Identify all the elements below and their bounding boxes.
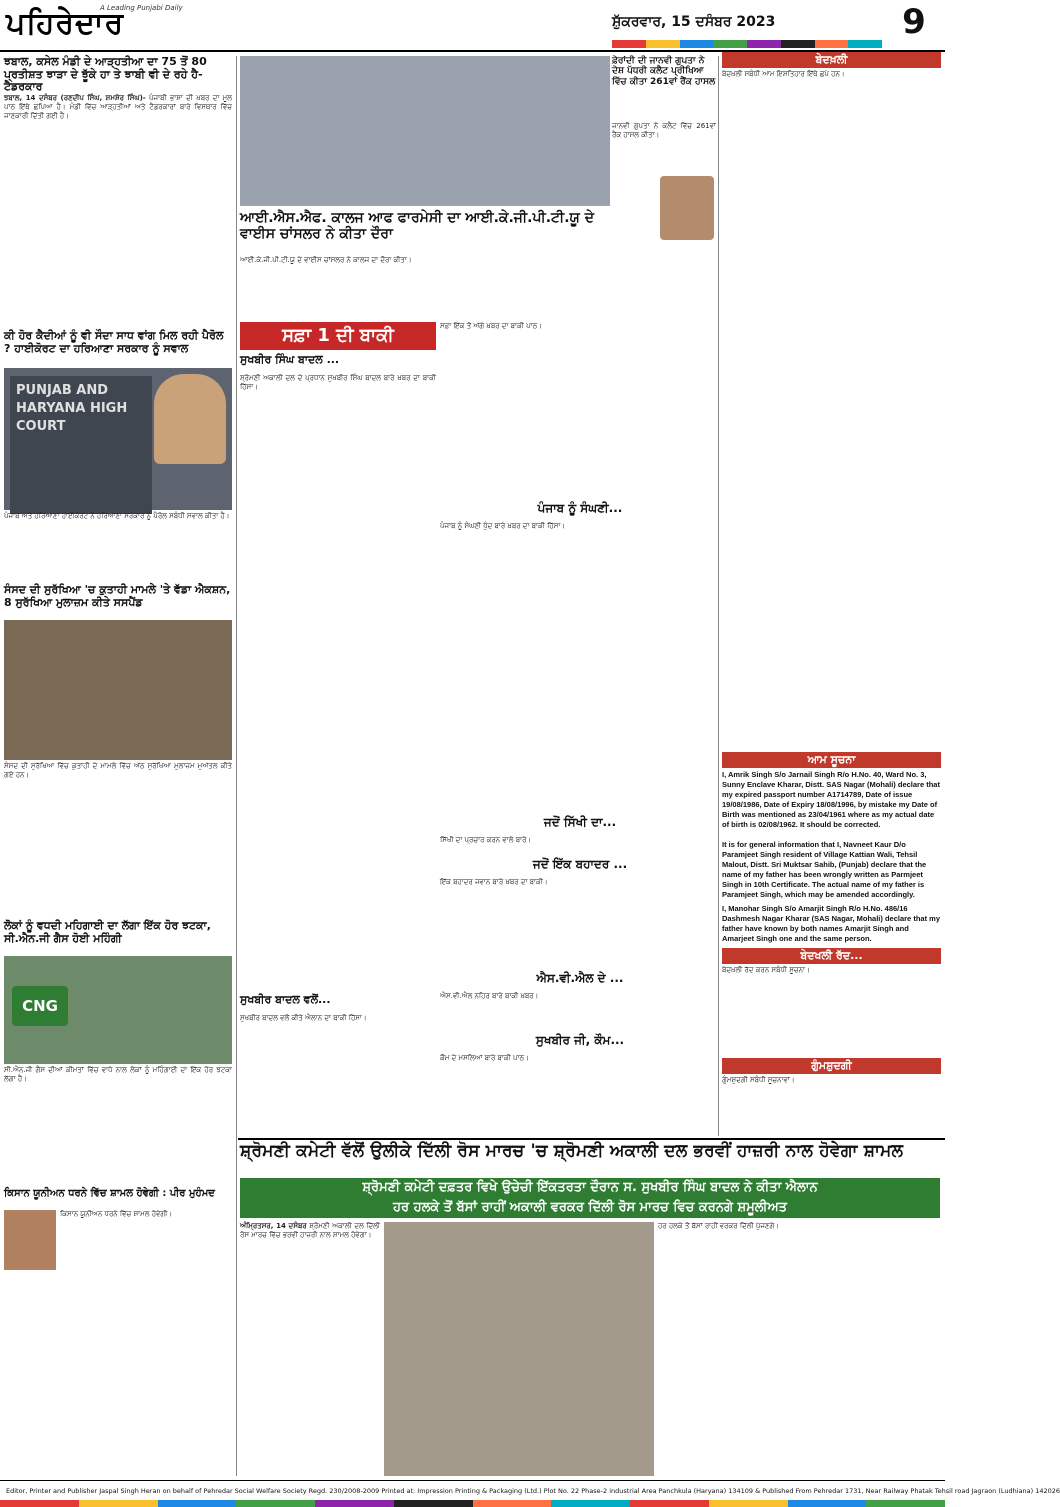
high-court-photo [4, 368, 232, 510]
masthead-tagline: A Leading Punjabi Daily [100, 4, 183, 12]
sifa-banner: ਸਫ਼ਾ 1 ਦੀ ਬਾਕੀ [240, 322, 436, 350]
lead-article-col2: ਹਰ ਹਲਕੇ ਤੋਂ ਬੱਸਾਂ ਰਾਹੀਂ ਵਰਕਰ ਦਿੱਲੀ ਪੁੱਜਣਗੇ। [658, 1222, 780, 1230]
bedakhli-notices: ਬੇਦਖ਼ਲੀ ਸਬੰਧੀ ਆਮ ਇਸ਼ਤਿਹਾਰ ਇੱਥੇ ਛਪੇ ਹਨ। [722, 70, 845, 78]
parliament-photo [4, 620, 232, 760]
cng-headline: ਲੋਕਾਂ ਨੂੰ ਵਧਦੀ ਮਹਿਗਾਈ ਦਾ ਲੱਗਾ ਇੱਕ ਹੋਰ ਝਟਕਾ, ਸੀ.ਐਨ.ਜੀ ਗੈਸ ਹੋਈ ਮਹਿੰਗੀ [4, 919, 211, 945]
sifa-article-bottom: ਸੁਖਬੀਰ ਬਾਦਲ ਵਲੋਂ ਕੀਤੇ ਐਲਾਨ ਦਾ ਬਾਕੀ ਹਿੱਸਾ। [240, 1014, 367, 1022]
sifa-kaum-article: ਕੌਮ ਦੇ ਮਸਲਿਆਂ ਬਾਰੇ ਬਾਕੀ ਪਾਠ। [440, 1054, 529, 1062]
bedakhli-radd-header: ਬੇਦਖਲੀ ਰੱਦ... [722, 948, 941, 964]
public-notice-1: I, Amrik Singh S/o Jarnail Singh R/o H.No. 40, Ward No. 3, Sunny Enclave Kharar, Distt. SAS Nagar (Mohali) declare that my expired passport number A1714789, Date of issue 19/08/1986, Date of Expiry 18/08/1996, by mistake my Date of Birth was mentioned as 23/04/1961 where as my actual date of birth is 02/08/1962. It should be corrected. [722, 770, 940, 829]
footer-color-bar [0, 1500, 945, 1507]
gupta-photo [660, 176, 714, 240]
sifa-punjab-article: ਪੰਜਾਬ ਨੂੰ ਸੰਘਣੀ ਧੁੰਦ ਬਾਰੇ ਖ਼ਬਰ ਦਾ ਬਾਕੀ ਹਿੱਸਾ। [440, 522, 566, 530]
masthead-title: ਪਹਿਰੇਦਾਰ [6, 6, 125, 41]
lead-headline: ਸ਼੍ਰੋਮਣੀ ਕਮੇਟੀ ਵੱਲੋਂ ਉਲੀਕੇ ਦਿੱਲੀ ਰੋਸ ਮਾਰਚ 'ਚ ਸ਼੍ਰੋਮਣੀ ਅਕਾਲੀ ਦਲ ਭਰਵੀਂ ਹਾਜ਼ਰੀ ਨਾਲ ਹੋਵੇਗਾ ਸ਼ਾਮਲ [240, 1141, 904, 1161]
mandi-article: ਝਬਾਲ, 14 ਦਸੰਬਰ (ਰਣਦੀਪ ਸਿੰਘ, ਸ਼ਮਸ਼ੇਰ ਸਿੰਘ)- ਪੰਜਾਬੀ ਭਾਸ਼ਾ ਦੀ ਖ਼ਬਰ ਦਾ ਮੂਲ ਪਾਠ ਇੱਥੇ ਛਪਿਆ ਹੈ। ਮੰਡੀ ਵਿੱਚ ਆੜ੍ਹਤੀਆਂ ਅਤੇ ਟੈਡਰਕਾਰਾਂ ਬਾਰੇ ਵਿਸਥਾਰ ਵਿੱਚ ਜਾਣਕਾਰੀ ਦਿੱਤੀ ਗਈ ਹੈ। [4, 94, 233, 120]
pharmacy-article: ਆਈ.ਕੇ.ਜੀ.ਪੀ.ਟੀ.ਯੂ ਦੇ ਵਾਈਸ ਚਾਂਸਲਰ ਨੇ ਕਾਲਜ ਦਾ ਦੌਰਾ ਕੀਤਾ। [240, 256, 412, 264]
sifa-sub-sukhbir: ਸੁਖਬੀਰ ਸਿੰਘ ਬਾਦਲ ... [240, 353, 340, 366]
public-notice-header: ਆਮ ਸੂਚਨਾ [722, 752, 941, 768]
sifa-sub-kaum: ਸੁਖਬੀਰ ਜੀ, ਕੌਮ... [535, 1033, 625, 1047]
sifa-article-left: ਸ਼੍ਰੋਮਣੀ ਅਕਾਲੀ ਦਲ ਦੇ ਪ੍ਰਧਾਨ ਸੁਖਬੀਰ ਸਿੰਘ ਬਾਦਲ ਬਾਰੇ ਖ਼ਬਰ ਦਾ ਬਾਕੀ ਹਿੱਸਾ। [240, 374, 436, 391]
lead-rule [238, 1138, 945, 1140]
mandi-headline: ਝਬਾਲ, ਕਸੇਲ ਮੰਡੀ ਦੇ ਆੜ੍ਹਤੀਆ ਦਾ 75 ਤੋਂ 80 ਪ੍ਰਤੀਸ਼ਤ ਝਾੜਾ ਦੇ ਝੂੱਕੇ ਹਾ ਤੇ ਝਾਬੀ ਵੀ ਦੇ ਰਹੇ ਹੈ-ਟੈਡਰਕਾਰ [4, 55, 207, 94]
missing-header: ਗੁੰਮਸ਼ੁਦਗੀ [722, 1058, 941, 1074]
sifa-sub-svl: ਐਸ.ਵੀ.ਐਲ ਦੇ ... [536, 971, 624, 985]
color-registration-bar [612, 40, 882, 48]
sifa-sub-sikhi: ਜਦੋਂ ਸਿੱਖੀ ਦਾ... [543, 815, 617, 829]
person-portrait [154, 374, 226, 464]
bedakhli-header: ਬੇਦਖ਼ਲੀ [722, 52, 941, 68]
pir-muhammad-photo [4, 1210, 56, 1270]
issue-date: ਸ਼ੁੱਕਰਵਾਰ, 15 ਦਸੰਬਰ 2023 [612, 14, 776, 30]
lead-bullet-2: ਹਰ ਹਲਕੇ ਤੋਂ ਬੱਸਾਂ ਰਾਹੀਂ ਅਕਾਲੀ ਵਰਕਰ ਦਿੱਲੀ ਰੋਸ ਮਾਰਚ ਵਿਚ ਕਰਨਗੇ ਸ਼ਮੂਲੀਅਤ [240, 1198, 940, 1218]
sifa-svl-article: ਐਸ.ਵੀ.ਐਲ ਨਹਿਰ ਬਾਰੇ ਬਾਕੀ ਖ਼ਬਰ। [440, 992, 539, 1000]
sifa-sub-bahadar: ਜਦੋਂ ਇੱਕ ਬਹਾਦਰ ... [532, 857, 628, 871]
sifa-article-right: ਸਫ਼ਾ ਇੱਕ ਤੋਂ ਅੱਗੇ ਖ਼ਬਰ ਦਾ ਬਾਕੀ ਪਾਠ। [440, 322, 542, 330]
missing-notices: ਗੁੰਮਸ਼ੁਦਗੀ ਸਬੰਧੀ ਸੂਚਨਾਵਾਂ। [722, 1076, 795, 1084]
cng-article: ਸੀ.ਐਨ.ਜੀ ਗੈਸ ਦੀਆਂ ਕੀਮਤਾਂ ਵਿੱਚ ਵਾਧੇ ਨਾਲ ਲੋਕਾਂ ਨੂੰ ਮਹਿੰਗਾਈ ਦਾ ਇੱਕ ਹੋਰ ਝਟਕਾ ਲੱਗਾ ਹੈ। [4, 1066, 232, 1083]
lead-article-col1: ਅੰਮ੍ਰਿਤਸਰ, 14 ਦਸੰਬਰ ਸ਼੍ਰੋਮਣੀ ਅਕਾਲੀ ਦਲ ਦਿੱਲੀ ਰੋਸ ਮਾਰਚ ਵਿੱਚ ਭਰਵੀਂ ਹਾਜ਼ਰੀ ਨਾਲ ਸ਼ਾਮਲ ਹੋਵੇਗਾ। [240, 1222, 380, 1239]
page-number: 9 [902, 2, 926, 42]
high-court-sign: PUNJAB AND HARYANA HIGH COURT [10, 376, 152, 514]
parole-headline: ਕੀ ਹੋਰ ਕੈਦੀਆਂ ਨੂੰ ਵੀ ਸੌਦਾ ਸਾਧ ਵਾਂਗ ਮਿਲ ਰਹੀ ਪੈਰੋਲ ? ਹਾਈਕੋਰਟ ਦਾ ਹਰਿਆਣਾ ਸਰਕਾਰ ਨੂੰ ਸਵਾਲ [4, 329, 224, 355]
lead-meeting-photo [384, 1222, 654, 1476]
mandi-dateline: ਝਬਾਲ, 14 ਦਸੰਬਰ (ਰਣਦੀਪ ਸਿੰਘ, ਸ਼ਮਸ਼ੇਰ ਸਿੰਘ)- [4, 94, 146, 102]
column-divider [718, 56, 719, 1136]
sifa-bahadar-article: ਇੱਕ ਬਹਾਦਰ ਜਵਾਨ ਬਾਰੇ ਖ਼ਬਰ ਦਾ ਬਾਕੀ। [440, 878, 548, 886]
sifa-sub-sukhbir-badal: ਸੁਖਬੀਰ ਬਾਦਲ ਵਲੋਂ... [240, 993, 331, 1006]
public-notice-2: It is for general information that I, Navneet Kaur D/o Paramjeet Singh resident of Village Kattian Wali, Tehsil Malout, Distt. Sri Muktsar Sahib, (Punjab) declare that the name of my father has been wrongly written as Parmjeet Singh in 10th Certificate. The actual name of my father is Paramjeet Singh, which may be amended accordingly. [722, 840, 927, 899]
bedakhli-radd-notices: ਬੇਦਖ਼ਲੀ ਰੱਦ ਕਰਨ ਸਬੰਧੀ ਸੂਚਨਾ। [722, 966, 810, 974]
gupta-article: ਜਾਨਵੀ ਗੁਪਤਾ ਨੇ ਕਲੈਟ ਵਿੱਚ 261ਵਾਂ ਰੈਂਕ ਹਾਸਲ ਕੀਤਾ। [612, 122, 716, 139]
kisan-headline: ਕਿਸਾਨ ਯੂਨੀਅਨ ਧਰਨੇ ਵਿੱਚ ਸ਼ਾਮਲ ਹੋਵੇਗੀ : ਪੀਰ ਮੁਹੰਮਦ [4, 1188, 215, 1199]
parole-article: ਪੰਜਾਬ ਅਤੇ ਹਰਿਆਣਾ ਹਾਈਕੋਰਟ ਨੇ ਹਰਿਆਣਾ ਸਰਕਾਰ ਨੂੰ ਪੈਰੋਲ ਸਬੰਧੀ ਸਵਾਲ ਕੀਤਾ ਹੈ। [4, 512, 230, 520]
pharmacy-headline: ਆਈ.ਐਸ.ਐਫ. ਕਾਲਜ ਆਫ ਫਾਰਮੇਸੀ ਦਾ ਆਈ.ਕੇ.ਜੀ.ਪੀ.ਟੀ.ਯੂ ਦੇ ਵਾਈਸ ਚਾਂਸਲਰ ਨੇ ਕੀਤਾ ਦੌਰਾ [240, 210, 594, 243]
sifa-sub-punjab: ਪੰਜਾਬ ਨੂੰ ਸੰਘਣੀ... [537, 501, 623, 515]
lead-dateline: ਅੰਮ੍ਰਿਤਸਰ, 14 ਦਸੰਬਰ [240, 1222, 307, 1230]
parliament-headline: ਸੰਸਦ ਦੀ ਸੁਰੱਖਿਆ 'ਚ ਕੁਤਾਹੀ ਮਾਮਲੇ 'ਤੇ ਵੱਡਾ ਐਕਸ਼ਨ, 8 ਸੁਰੱਖਿਆ ਮੁਲਾਜ਼ਮ ਕੀਤੇ ਸਸਪੈਂਡ [4, 583, 231, 609]
pharmacy-group-photo [240, 56, 610, 206]
public-notice-3: I, Manohar Singh S/o Amarjit Singh R/o H.No. 486/16 Dashmesh Nagar Kharar (SAS Nagar, Mohali) declare that my father have known by both names Amarjit Singh and Amarjeet Singh one and the same person. [722, 904, 940, 943]
sifa-sikhi-article: ਸਿੱਖੀ ਦਾ ਪ੍ਰਚਾਰ ਕਰਨ ਵਾਲੇ ਬਾਰੇ। [440, 836, 532, 844]
gupta-headline: ਫ਼ੇਰਾਂਦੀ ਦੀ ਜਾਨਵੀ ਗੁਪਤਾ ਨੇ ਦੇਸ਼ ਪੱਧਰੀ ਕਲੈਟ ਪ੍ਰੀਖਿਆ ਵਿੱਚ ਕੀਤਾ 261ਵਾਂ ਰੈਂਕ ਹਾਸਲ [612, 56, 716, 87]
cng-photo [4, 956, 232, 1064]
cng-sign: CNG [12, 986, 68, 1026]
kisan-article: ਕਿਸਾਨ ਯੂਨੀਅਨ ਧਰਨੇ ਵਿੱਚ ਸ਼ਾਮਲ ਹੋਵੇਗੀ। [60, 1210, 173, 1218]
parliament-article: ਸੰਸਦ ਦੀ ਸੁਰੱਖਿਆ ਵਿੱਚ ਕੁਤਾਹੀ ਦੇ ਮਾਮਲੇ ਵਿੱਚ ਅੱਠ ਸੁਰੱਖਿਆ ਮੁਲਾਜ਼ਮ ਮੁਅੱਤਲ ਕੀਤੇ ਗਏ ਹਨ। [4, 762, 232, 779]
lead-bullet-1: ਸ਼੍ਰੋਮਣੀ ਕਮੇਟੀ ਦਫ਼ਤਰ ਵਿਖੇ ਉਚੇਚੀ ਇੱਕਤਰਤਾ ਦੌਰਾਨ ਸ. ਸੁਖਬੀਰ ਸਿੰਘ ਬਾਦਲ ਨੇ ਕੀਤਾ ਐਲਾਨ [240, 1178, 940, 1198]
column-divider [236, 56, 237, 1476]
imprint-line: Editor, Printer and Publisher Jaspal Singh Heran on behalf of Pehredar Social Welfare Society Regd. 230/2008-2009 Printed at: Impression Printing & Packaging (Ltd.) Plot No. 22 Phase-2 industrial Area Panchkula (Haryana) 134109 & Published From Pehredar 1731, Near Railway Phatak Tehsil road Jagraon (Ludhiana) 142026 [0, 1480, 945, 1500]
